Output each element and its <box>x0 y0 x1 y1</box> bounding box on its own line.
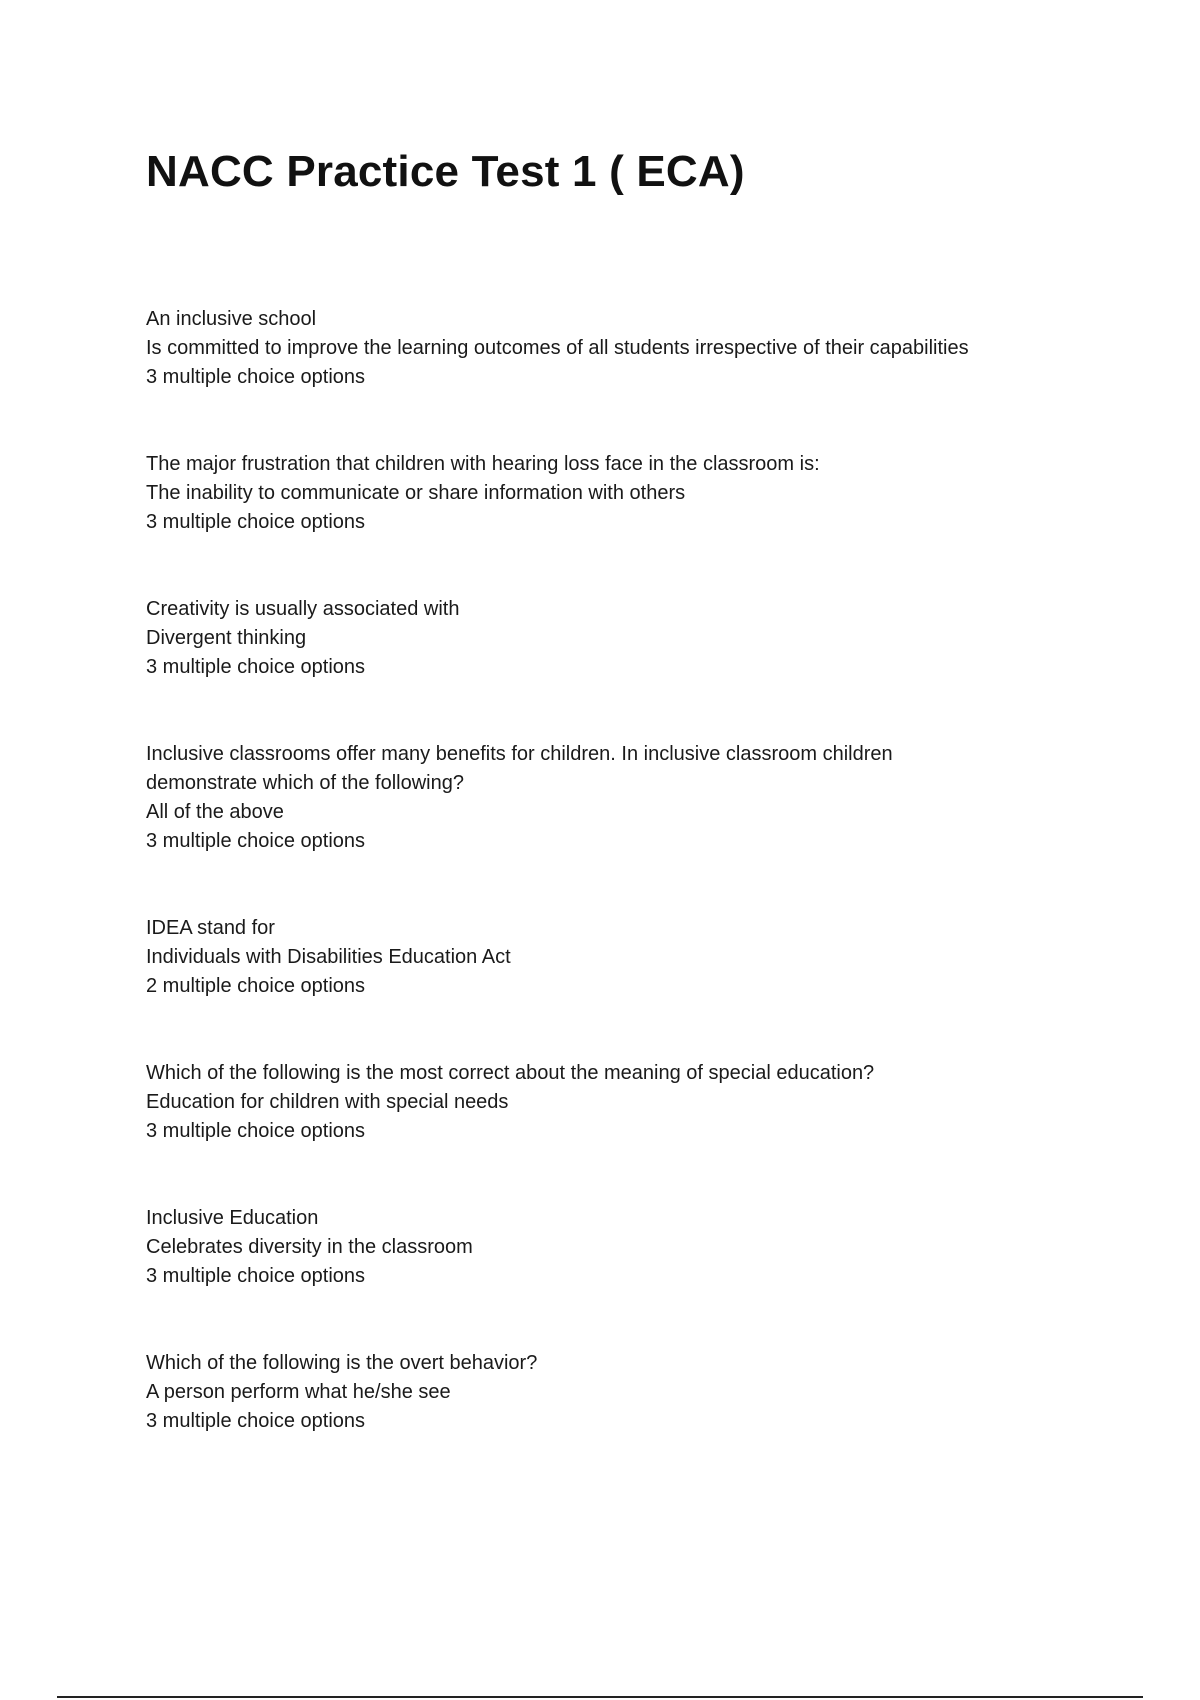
options-count: 3 multiple choice options <box>146 1120 366 1142</box>
options-count: 3 multiple choice options <box>146 830 366 852</box>
footer-divider <box>57 1696 1143 1698</box>
question-item <box>146 740 996 856</box>
question-prompt: Inclusive classrooms offer many benefits for children. In inclusive classroom children demonstrate which of the following? <box>146 743 893 794</box>
question-prompt: Creativity is usually associated with <box>146 598 460 620</box>
question-answer: Divergent thinking <box>146 627 307 649</box>
options-count: 3 multiple choice options <box>146 511 366 533</box>
question-answer: Celebrates diversity in the classroom <box>146 1236 473 1258</box>
question-list <box>146 305 996 1436</box>
question-answer: The inability to communicate or share information with others <box>146 482 686 504</box>
question-item <box>146 1204 996 1291</box>
question-item <box>146 450 996 537</box>
question-item <box>146 595 996 682</box>
question-prompt: IDEA stand for <box>146 917 275 939</box>
page-title: NACC Practice Test 1 ( ECA) <box>146 147 745 196</box>
question-item <box>146 1059 996 1146</box>
options-count: 3 multiple choice options <box>146 1410 366 1432</box>
question-prompt: The major frustration that children with hearing loss face in the classroom is: <box>146 453 820 475</box>
question-answer: A person perform what he/she see <box>146 1381 451 1403</box>
question-answer: All of the above <box>146 801 284 823</box>
question-answer: Is committed to improve the learning outcomes of all students irrespective of their capabilities <box>146 337 969 359</box>
question-item <box>146 1349 996 1436</box>
options-count: 3 multiple choice options <box>146 656 366 678</box>
question-answer: Individuals with Disabilities Education Act <box>146 946 511 968</box>
question-item <box>146 914 996 1001</box>
question-prompt: An inclusive school <box>146 308 317 330</box>
question-answer: Education for children with special needs <box>146 1091 509 1113</box>
question-item <box>146 305 996 392</box>
question-prompt: Which of the following is the overt behavior? <box>146 1352 538 1374</box>
options-count: 3 multiple choice options <box>146 1265 366 1287</box>
question-prompt: Inclusive Education <box>146 1207 319 1229</box>
question-prompt: Which of the following is the most correct about the meaning of special education? <box>146 1062 875 1084</box>
options-count: 3 multiple choice options <box>146 366 366 388</box>
options-count: 2 multiple choice options <box>146 975 366 997</box>
